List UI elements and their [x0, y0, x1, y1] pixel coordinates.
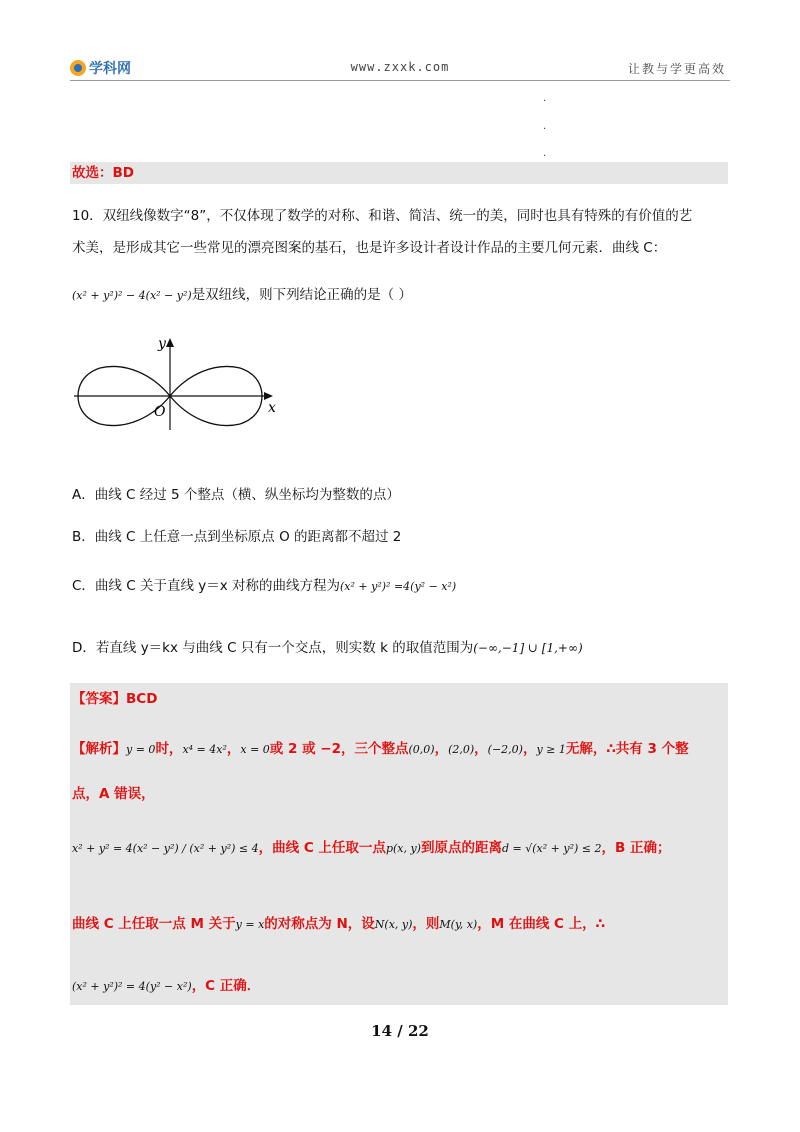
question-line-3 [72, 285, 412, 306]
analysis-line-3 [72, 838, 670, 859]
analysis-text: ，C 正确． [191, 978, 261, 994]
math-inline: p(x, y) [385, 842, 421, 855]
option-text: 曲线 C 上任意一点到坐标原点 O 的距离都不超过 2 [94, 529, 402, 545]
analysis-text: 曲线 C 上任取一点 M 关于 [72, 916, 236, 932]
analysis-line-5 [72, 976, 260, 997]
curve-formula: (x² + y²)² − 4(x² − y²) [72, 289, 192, 302]
math-inline: (−2,0) [487, 743, 523, 756]
page-header [70, 56, 730, 82]
question-number: 10． [72, 208, 103, 224]
option-label: D． [72, 640, 96, 656]
question-line-1 [72, 206, 692, 226]
site-url: www.zxxk.com [350, 60, 450, 74]
option-label: C． [72, 578, 95, 594]
analysis-text: 无解，∴共有 3 个整 [565, 741, 689, 757]
origin-label: O [154, 404, 166, 420]
x-axis-arrow [264, 392, 273, 400]
math-inline: x² + y² = 4(x² − y²) / (x² + y²) ≤ 4 [72, 842, 259, 855]
option-label: B． [72, 529, 95, 545]
analysis-text: ，曲线 C 上任取一点 [258, 840, 386, 856]
analysis-text: ， [226, 741, 241, 757]
math-inline: y = x [235, 918, 265, 931]
stray-dot: . [543, 121, 547, 132]
analysis-line-1 [72, 739, 689, 760]
option-label: A． [72, 487, 95, 503]
option-text: 若直线 y＝kx 与曲线 C 只有一个交点，则实数 k 的取值范围为 [95, 640, 474, 656]
stray-dot: . [543, 148, 547, 159]
analysis-text: 或 2 或 −2，三个整点 [269, 741, 409, 757]
option-c [72, 576, 456, 597]
math-inline: M(y, x) [439, 918, 478, 931]
option-text: 曲线 C 经过 5 个整点（横、纵坐标均为整数的点） [94, 487, 400, 503]
math-inline: y = 0 [126, 743, 156, 756]
option-d [72, 638, 583, 658]
header-divider [70, 80, 730, 81]
logo-text: 学科网 [89, 61, 131, 77]
x-axis-label: x [268, 400, 276, 416]
question-stem-3: 是双纽线，则下列结论正确的是（ ） [191, 287, 412, 303]
analysis-label: 【解析】 [72, 741, 126, 757]
option-math: (x² + y²)² =4(y² − x²) [340, 580, 457, 593]
analysis-text: ， [434, 741, 449, 757]
math-inline: d = √(x² + y²) ≤ 2 [501, 842, 602, 855]
analysis-text: 到原点的距离 [420, 840, 502, 856]
page-number: 14 / 22 [371, 1022, 429, 1040]
question-stem-2: 术美，是形成其它一些常见的漂亮图案的基石，也是许多设计者设计作品的主要几何元素．曲线 C： [72, 240, 667, 256]
lemniscate-figure [70, 332, 290, 432]
math-inline: (x² + y²)² = 4(y² − x²) [72, 980, 192, 993]
analysis-line-4 [72, 914, 605, 935]
prev-answer-band [70, 162, 728, 184]
math-inline: (0,0) [408, 743, 435, 756]
analysis-text: ， [474, 741, 488, 757]
y-axis-arrow [166, 338, 174, 347]
stray-dot: . [543, 93, 547, 104]
math-inline: x⁴ = 4x² [182, 743, 227, 756]
analysis-text: ，B 正确； [601, 840, 671, 856]
analysis-text: 的对称点为 N，设 [264, 916, 375, 932]
analysis-text: 时， [155, 741, 183, 757]
math-inline: (2,0) [448, 743, 475, 756]
option-math: (−∞,−1] ∪ [1,+∞) [473, 641, 583, 655]
math-inline: x = 0 [240, 743, 270, 756]
option-text: 曲线 C 关于直线 y＝x 对称的曲线方程为 [94, 578, 341, 594]
analysis-text: ，则 [412, 916, 440, 932]
option-a [72, 485, 400, 505]
slogan: 让教与学更高效 [627, 62, 726, 76]
analysis-line-2: 点，A 错误， [72, 786, 155, 802]
answer-label: 【答案】BCD [72, 691, 158, 707]
analysis-text: ， [522, 741, 537, 757]
prev-answer: 故选：BD [72, 165, 134, 181]
question-stem-1: 双纽线像数字“8”，不仅体现了数学的对称、和谐、简洁、统一的美，同时也具有特殊的有价值的艺 [102, 208, 693, 224]
option-b [72, 527, 401, 547]
analysis-text: ，M 在曲线 C 上，∴ [477, 916, 606, 932]
y-axis-label: y [158, 336, 166, 352]
math-inline: y ≥ 1 [536, 743, 566, 756]
math-inline: N(x, y) [374, 918, 413, 931]
